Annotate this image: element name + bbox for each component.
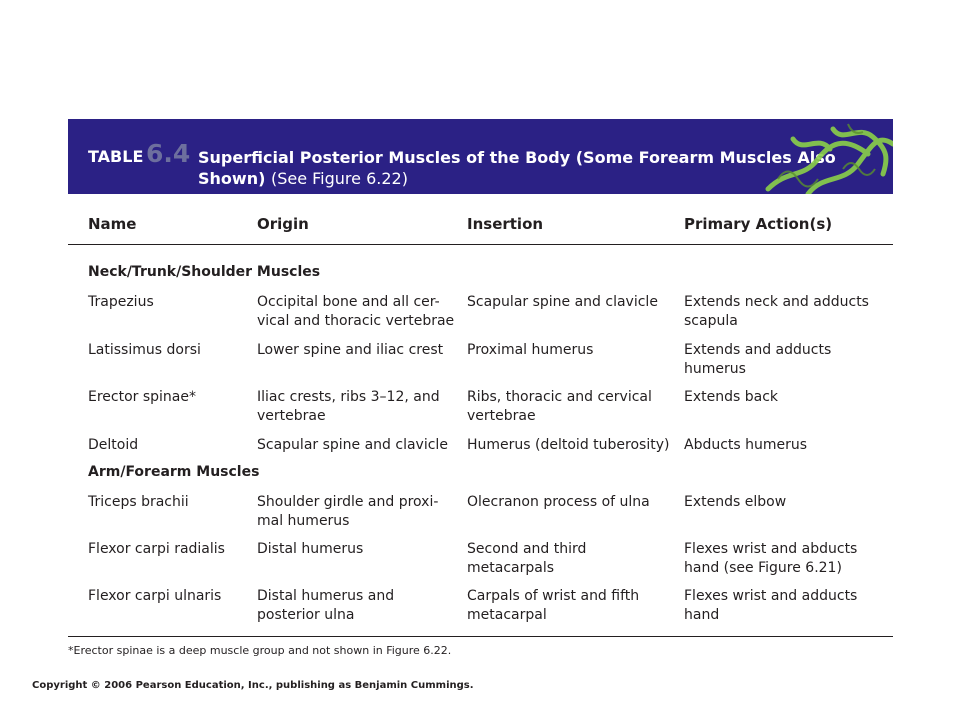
table-title-banner: [68, 119, 893, 194]
cell-name: Latissimus dorsi: [88, 342, 201, 358]
cell-name: Erector spinae*: [88, 389, 197, 405]
cell-action: Extends neck and adducts scapula: [684, 294, 869, 329]
cell-insertion: Carpals of wrist and fifth metacarpal: [467, 588, 640, 623]
copyright-notice: Copyright © 2006 Pearson Education, Inc., publishing as Benjamin Cummings.: [32, 680, 474, 691]
cell-insertion: Second and third metacarpals: [467, 541, 587, 576]
cell-insertion: Scapular spine and clavicle: [467, 294, 658, 310]
column-header-name: Name: [88, 215, 137, 233]
header-divider: [68, 244, 893, 245]
cell-origin: Iliac crests, ribs 3–12, and vertebrae: [257, 389, 440, 424]
cell-action: Extends back: [684, 389, 779, 405]
cell-action: Flexes wrist and adducts hand: [684, 588, 858, 623]
table-title-line2: Shown): [198, 169, 266, 188]
protein-ribbon-icon: [748, 119, 893, 194]
cell-name: Flexor carpi ulnaris: [88, 588, 222, 604]
footnote: *Erector spinae is a deep muscle group and not shown in Figure 6.22.: [68, 644, 452, 657]
cell-action: Extends elbow: [684, 494, 787, 510]
figure-reference: (See Figure 6.22): [270, 169, 408, 188]
cell-action: Flexes wrist and abducts hand (see Figure 6.21): [684, 541, 858, 576]
cell-origin: Scapular spine and clavicle: [257, 437, 448, 453]
table-title: [198, 147, 838, 189]
cell-insertion: Humerus (deltoid tuberosity): [467, 437, 670, 453]
cell-origin: Distal humerus and posterior ulna: [257, 588, 395, 623]
cell-origin: Distal humerus: [257, 541, 364, 557]
table-number: 6.4: [146, 139, 191, 168]
footer-divider: [68, 636, 893, 637]
cell-action: Abducts humerus: [684, 437, 808, 453]
cell-insertion: Proximal humerus: [467, 342, 594, 358]
cell-origin: Shoulder girdle and proxi- mal humerus: [257, 494, 439, 529]
cell-name: Deltoid: [88, 437, 139, 453]
column-header-action: Primary Action(s): [684, 215, 833, 233]
cell-insertion: Ribs, thoracic and cervical vertebrae: [467, 389, 652, 424]
table-label: TABLE: [88, 147, 144, 166]
table-title-line1: Superficial Posterior Muscles of the Body (Some Forearm Muscles Also: [198, 148, 836, 167]
section-heading: Arm/Forearm Muscles: [88, 464, 260, 480]
column-header-insertion: Insertion: [467, 215, 544, 233]
cell-origin: Occipital bone and all cer- vical and thoracic vertebrae: [257, 294, 455, 329]
cell-action: Extends and adducts humerus: [684, 342, 832, 377]
cell-name: Triceps brachii: [88, 494, 189, 510]
cell-insertion: Olecranon process of ulna: [467, 494, 650, 510]
cell-origin: Lower spine and iliac crest: [257, 342, 444, 358]
section-heading: Neck/Trunk/Shoulder Muscles: [88, 264, 321, 280]
cell-name: Flexor carpi radialis: [88, 541, 225, 557]
column-header-origin: Origin: [257, 215, 309, 233]
cell-name: Trapezius: [88, 294, 154, 310]
